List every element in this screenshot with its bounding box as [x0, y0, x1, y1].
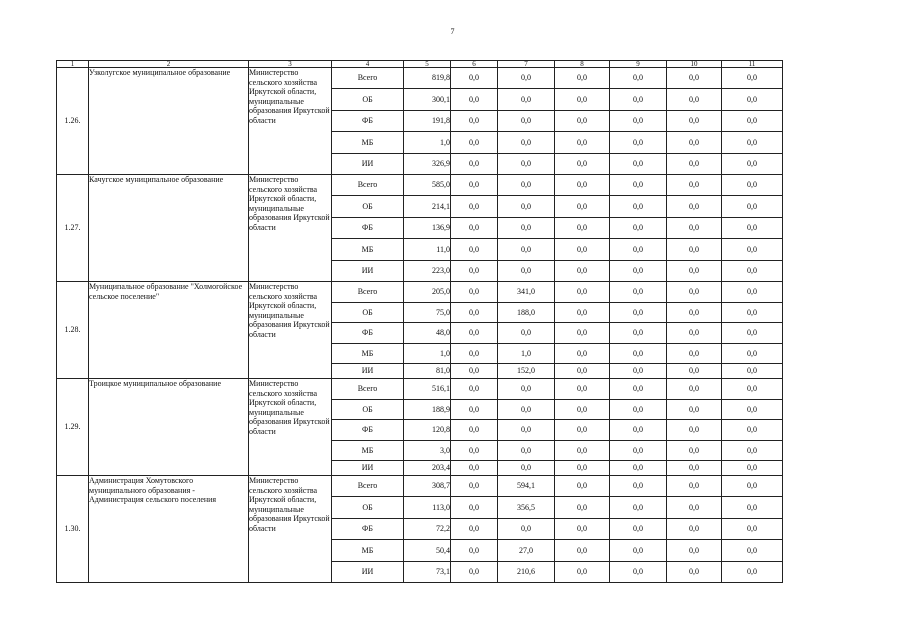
value-col-9: 0,0	[610, 323, 667, 344]
value-col-10: 0,0	[667, 218, 722, 239]
value-col-7: 594,1	[498, 476, 555, 497]
funding-source: МБ	[332, 239, 404, 261]
municipality-name: Узколугское муниципальное образование	[89, 68, 249, 175]
value-col-6: 0,0	[451, 420, 498, 441]
funding-source: ИИ	[332, 461, 404, 476]
value-col-5: 75,0	[404, 303, 451, 323]
value-col-5: 113,0	[404, 497, 451, 519]
value-col-6: 0,0	[451, 441, 498, 461]
value-col-9: 0,0	[610, 344, 667, 364]
value-col-7: 0,0	[498, 441, 555, 461]
value-col-9: 0,0	[610, 441, 667, 461]
row-number: 1.28.	[57, 282, 89, 379]
value-col-6: 0,0	[451, 132, 498, 154]
value-col-11: 0,0	[722, 68, 783, 89]
value-col-10: 0,0	[667, 239, 722, 261]
value-col-7: 210,6	[498, 562, 555, 583]
value-col-10: 0,0	[667, 132, 722, 154]
value-col-11: 0,0	[722, 540, 783, 562]
value-col-7: 0,0	[498, 132, 555, 154]
value-col-7: 27,0	[498, 540, 555, 562]
value-col-9: 0,0	[610, 519, 667, 540]
funding-source: ФБ	[332, 420, 404, 441]
funding-source: ОБ	[332, 497, 404, 519]
value-col-6: 0,0	[451, 196, 498, 218]
column-number-2: 2	[89, 61, 249, 68]
value-col-10: 0,0	[667, 562, 722, 583]
value-col-7: 0,0	[498, 420, 555, 441]
value-col-9: 0,0	[610, 461, 667, 476]
value-col-8: 0,0	[555, 154, 610, 175]
value-col-9: 0,0	[610, 218, 667, 239]
page-number: 7	[450, 27, 455, 36]
value-col-11: 0,0	[722, 111, 783, 132]
value-col-5: 819,8	[404, 68, 451, 89]
value-col-11: 0,0	[722, 89, 783, 111]
value-col-5: 50,4	[404, 540, 451, 562]
value-col-10: 0,0	[667, 497, 722, 519]
value-col-6: 0,0	[451, 89, 498, 111]
value-col-9: 0,0	[610, 400, 667, 420]
value-col-7: 0,0	[498, 239, 555, 261]
column-number-11: 11	[722, 61, 783, 68]
value-col-5: 120,8	[404, 420, 451, 441]
value-col-11: 0,0	[722, 175, 783, 196]
value-col-6: 0,0	[451, 218, 498, 239]
funding-source: ОБ	[332, 303, 404, 323]
responsible-executor: Министерство сельского хозяйства Иркутской области, муниципальные образования Иркутской области	[249, 379, 332, 476]
value-col-8: 0,0	[555, 282, 610, 303]
value-col-9: 0,0	[610, 239, 667, 261]
value-col-10: 0,0	[667, 282, 722, 303]
value-col-8: 0,0	[555, 132, 610, 154]
value-col-10: 0,0	[667, 540, 722, 562]
value-col-5: 214,1	[404, 196, 451, 218]
value-col-8: 0,0	[555, 364, 610, 379]
funding-source: МБ	[332, 344, 404, 364]
value-col-11: 0,0	[722, 154, 783, 175]
value-col-8: 0,0	[555, 218, 610, 239]
value-col-9: 0,0	[610, 364, 667, 379]
value-col-9: 0,0	[610, 68, 667, 89]
value-col-6: 0,0	[451, 175, 498, 196]
value-col-9: 0,0	[610, 379, 667, 400]
value-col-10: 0,0	[667, 461, 722, 476]
value-col-5: 516,1	[404, 379, 451, 400]
funding-source: ИИ	[332, 154, 404, 175]
value-col-11: 0,0	[722, 379, 783, 400]
funding-source: ОБ	[332, 89, 404, 111]
value-col-8: 0,0	[555, 379, 610, 400]
value-col-6: 0,0	[451, 497, 498, 519]
value-col-7: 356,5	[498, 497, 555, 519]
funding-source: ФБ	[332, 218, 404, 239]
value-col-8: 0,0	[555, 441, 610, 461]
table-row	[57, 175, 783, 196]
value-col-6: 0,0	[451, 519, 498, 540]
value-col-8: 0,0	[555, 497, 610, 519]
column-number-7: 7	[498, 61, 555, 68]
value-col-5: 3,0	[404, 441, 451, 461]
value-col-7: 1,0	[498, 344, 555, 364]
funding-source: ФБ	[332, 519, 404, 540]
municipality-name: Администрация Хомутовского муниципального образования - Администрация сельского поселения	[89, 476, 249, 583]
value-col-11: 0,0	[722, 282, 783, 303]
value-col-10: 0,0	[667, 420, 722, 441]
value-col-10: 0,0	[667, 196, 722, 218]
municipality-name: Качугское муниципальное образование	[89, 175, 249, 282]
value-col-7: 0,0	[498, 379, 555, 400]
value-col-6: 0,0	[451, 379, 498, 400]
municipality-name: Муниципальное образование "Холмогойское сельское поселение"	[89, 282, 249, 379]
value-col-6: 0,0	[451, 111, 498, 132]
value-col-5: 11,0	[404, 239, 451, 261]
value-col-8: 0,0	[555, 111, 610, 132]
value-col-7: 0,0	[498, 400, 555, 420]
value-col-11: 0,0	[722, 400, 783, 420]
column-number-4: 4	[332, 61, 404, 68]
funding-source: ФБ	[332, 323, 404, 344]
funding-source: Всего	[332, 282, 404, 303]
value-col-11: 0,0	[722, 239, 783, 261]
value-col-6: 0,0	[451, 68, 498, 89]
value-col-9: 0,0	[610, 420, 667, 441]
value-col-6: 0,0	[451, 303, 498, 323]
value-col-10: 0,0	[667, 519, 722, 540]
value-col-5: 300,1	[404, 89, 451, 111]
value-col-8: 0,0	[555, 344, 610, 364]
value-col-10: 0,0	[667, 400, 722, 420]
value-col-11: 0,0	[722, 476, 783, 497]
value-col-9: 0,0	[610, 132, 667, 154]
value-col-5: 1,0	[404, 344, 451, 364]
value-col-8: 0,0	[555, 461, 610, 476]
funding-source: МБ	[332, 441, 404, 461]
value-col-5: 203,4	[404, 461, 451, 476]
funding-source: ИИ	[332, 364, 404, 379]
value-col-7: 0,0	[498, 323, 555, 344]
value-col-7: 0,0	[498, 68, 555, 89]
value-col-8: 0,0	[555, 261, 610, 282]
column-number-8: 8	[555, 61, 610, 68]
column-number-6: 6	[451, 61, 498, 68]
row-number: 1.30.	[57, 476, 89, 583]
value-col-10: 0,0	[667, 476, 722, 497]
value-col-10: 0,0	[667, 364, 722, 379]
row-number: 1.29.	[57, 379, 89, 476]
funding-source: Всего	[332, 379, 404, 400]
value-col-5: 73,1	[404, 562, 451, 583]
value-col-7: 0,0	[498, 175, 555, 196]
value-col-6: 0,0	[451, 562, 498, 583]
value-col-5: 205,0	[404, 282, 451, 303]
value-col-8: 0,0	[555, 239, 610, 261]
funding-source: Всего	[332, 175, 404, 196]
value-col-8: 0,0	[555, 476, 610, 497]
value-col-8: 0,0	[555, 89, 610, 111]
value-col-9: 0,0	[610, 111, 667, 132]
value-col-5: 136,9	[404, 218, 451, 239]
value-col-6: 0,0	[451, 344, 498, 364]
value-col-6: 0,0	[451, 154, 498, 175]
value-col-7: 341,0	[498, 282, 555, 303]
value-col-6: 0,0	[451, 261, 498, 282]
value-col-10: 0,0	[667, 68, 722, 89]
value-col-11: 0,0	[722, 497, 783, 519]
value-col-8: 0,0	[555, 175, 610, 196]
value-col-11: 0,0	[722, 303, 783, 323]
value-col-5: 223,0	[404, 261, 451, 282]
value-col-8: 0,0	[555, 68, 610, 89]
value-col-8: 0,0	[555, 562, 610, 583]
value-col-5: 48,0	[404, 323, 451, 344]
column-number-row	[57, 61, 783, 68]
value-col-6: 0,0	[451, 400, 498, 420]
value-col-8: 0,0	[555, 420, 610, 441]
column-number-10: 10	[667, 61, 722, 68]
column-number-9: 9	[610, 61, 667, 68]
funding-source: МБ	[332, 540, 404, 562]
value-col-9: 0,0	[610, 261, 667, 282]
value-col-7: 0,0	[498, 218, 555, 239]
value-col-11: 0,0	[722, 562, 783, 583]
value-col-8: 0,0	[555, 540, 610, 562]
value-col-10: 0,0	[667, 441, 722, 461]
value-col-6: 0,0	[451, 476, 498, 497]
value-col-9: 0,0	[610, 196, 667, 218]
funding-source: ОБ	[332, 400, 404, 420]
value-col-11: 0,0	[722, 519, 783, 540]
budget-table	[56, 60, 783, 583]
table-row	[57, 476, 783, 497]
responsible-executor: Министерство сельского хозяйства Иркутской области, муниципальные образования Иркутской области	[249, 476, 332, 583]
value-col-11: 0,0	[722, 218, 783, 239]
value-col-5: 72,2	[404, 519, 451, 540]
municipality-name: Троицкое муниципальное образование	[89, 379, 249, 476]
funding-source: ОБ	[332, 196, 404, 218]
value-col-11: 0,0	[722, 323, 783, 344]
value-col-9: 0,0	[610, 282, 667, 303]
value-col-11: 0,0	[722, 420, 783, 441]
column-number-5: 5	[404, 61, 451, 68]
value-col-7: 0,0	[498, 461, 555, 476]
value-col-7: 0,0	[498, 261, 555, 282]
value-col-10: 0,0	[667, 175, 722, 196]
value-col-8: 0,0	[555, 400, 610, 420]
funding-source: ИИ	[332, 261, 404, 282]
value-col-6: 0,0	[451, 461, 498, 476]
value-col-11: 0,0	[722, 261, 783, 282]
value-col-9: 0,0	[610, 89, 667, 111]
value-col-5: 326,9	[404, 154, 451, 175]
table-row	[57, 282, 783, 303]
funding-source: МБ	[332, 132, 404, 154]
value-col-5: 191,8	[404, 111, 451, 132]
value-col-10: 0,0	[667, 261, 722, 282]
value-col-7: 0,0	[498, 111, 555, 132]
value-col-6: 0,0	[451, 540, 498, 562]
value-col-6: 0,0	[451, 364, 498, 379]
value-col-8: 0,0	[555, 303, 610, 323]
table-row	[57, 379, 783, 400]
value-col-7: 188,0	[498, 303, 555, 323]
value-col-11: 0,0	[722, 364, 783, 379]
value-col-9: 0,0	[610, 476, 667, 497]
value-col-10: 0,0	[667, 111, 722, 132]
column-number-1: 1	[57, 61, 89, 68]
value-col-8: 0,0	[555, 196, 610, 218]
funding-source: Всего	[332, 68, 404, 89]
value-col-8: 0,0	[555, 323, 610, 344]
responsible-executor: Министерство сельского хозяйства Иркутской области, муниципальные образования Иркутской области	[249, 282, 332, 379]
value-col-9: 0,0	[610, 154, 667, 175]
value-col-9: 0,0	[610, 497, 667, 519]
value-col-10: 0,0	[667, 344, 722, 364]
value-col-10: 0,0	[667, 379, 722, 400]
value-col-10: 0,0	[667, 303, 722, 323]
funding-source: ФБ	[332, 111, 404, 132]
value-col-5: 585,0	[404, 175, 451, 196]
value-col-10: 0,0	[667, 89, 722, 111]
value-col-9: 0,0	[610, 303, 667, 323]
row-number: 1.26.	[57, 68, 89, 175]
value-col-7: 0,0	[498, 89, 555, 111]
value-col-9: 0,0	[610, 562, 667, 583]
value-col-7: 0,0	[498, 154, 555, 175]
value-col-5: 308,7	[404, 476, 451, 497]
value-col-8: 0,0	[555, 519, 610, 540]
column-number-3: 3	[249, 61, 332, 68]
value-col-6: 0,0	[451, 323, 498, 344]
funding-source: Всего	[332, 476, 404, 497]
value-col-5: 81,0	[404, 364, 451, 379]
responsible-executor: Министерство сельского хозяйства Иркутской области, муниципальные образования Иркутской области	[249, 175, 332, 282]
value-col-11: 0,0	[722, 461, 783, 476]
value-col-10: 0,0	[667, 323, 722, 344]
value-col-5: 1,0	[404, 132, 451, 154]
funding-source: ИИ	[332, 562, 404, 583]
value-col-6: 0,0	[451, 282, 498, 303]
value-col-7: 0,0	[498, 519, 555, 540]
value-col-5: 188,9	[404, 400, 451, 420]
value-col-11: 0,0	[722, 344, 783, 364]
value-col-7: 0,0	[498, 196, 555, 218]
responsible-executor: Министерство сельского хозяйства Иркутской области, муниципальные образования Иркутской области	[249, 68, 332, 175]
value-col-11: 0,0	[722, 132, 783, 154]
value-col-9: 0,0	[610, 540, 667, 562]
value-col-11: 0,0	[722, 441, 783, 461]
row-number: 1.27.	[57, 175, 89, 282]
value-col-10: 0,0	[667, 154, 722, 175]
value-col-11: 0,0	[722, 196, 783, 218]
value-col-7: 152,0	[498, 364, 555, 379]
value-col-6: 0,0	[451, 239, 498, 261]
value-col-9: 0,0	[610, 175, 667, 196]
table-row	[57, 68, 783, 89]
